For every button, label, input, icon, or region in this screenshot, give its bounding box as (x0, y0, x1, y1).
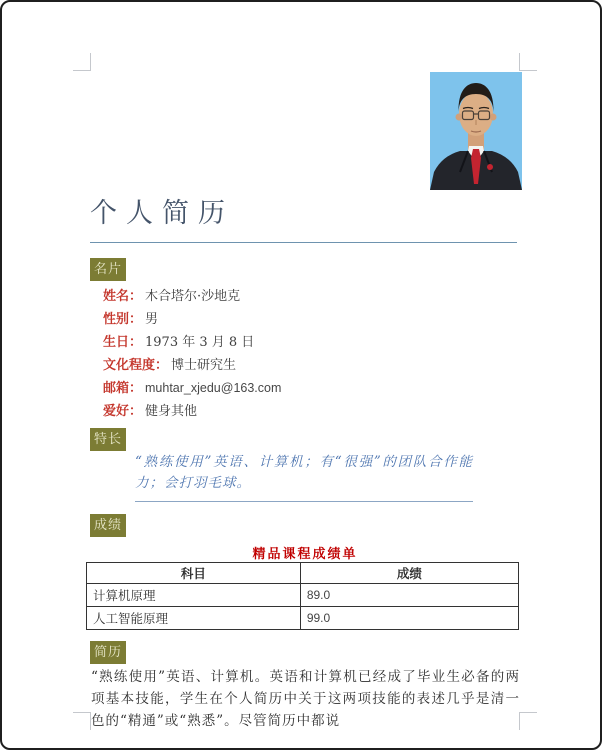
grades-table (86, 562, 519, 630)
field-name-value: 木合塔尔·沙地克 (145, 289, 241, 304)
table-row (87, 607, 519, 630)
resume-paragraph: “熟练使用”英语、计算机。英语和计算机已经成了毕业生必备的两项基本技能，学生在个人简历中关于这两项技能的表述几乎是清一色的“精通”或“熟悉”。尽管简历中都说 (91, 669, 520, 729)
field-education-value: 博士研究生 (171, 358, 237, 373)
field-education-label: 文化程度： (103, 358, 169, 373)
field-email-label: 邮箱： (103, 381, 143, 396)
section-header-specialty: 特长 (90, 428, 126, 451)
field-hobby-value: 健身其他 (145, 404, 198, 419)
crop-mark-top-right-v (519, 53, 520, 71)
portrait-photo (430, 72, 522, 190)
portrait-photo-icon (430, 72, 522, 190)
field-name (103, 285, 281, 308)
grades-row2-score: 99.0 (300, 607, 518, 630)
field-education (103, 354, 281, 377)
grades-row1-score: 89.0 (300, 584, 518, 607)
field-gender-value: 男 (145, 312, 159, 327)
grades-row2-subject: 人工智能原理 (87, 607, 301, 630)
grades-table-title: 精品课程成绩单 (252, 547, 358, 562)
section-header-resume: 简历 (90, 641, 126, 664)
section-header-grades: 成绩 (90, 514, 126, 537)
grades-row1-subject: 计算机原理 (87, 584, 301, 607)
page-title: 个人简历 (90, 191, 517, 243)
field-hobby-label: 爱好： (103, 404, 143, 419)
crop-mark-bottom-left-h (73, 712, 91, 713)
crop-mark-top-right-h (519, 70, 537, 71)
field-birthday-value: 1973 年 3 月 8 日 (145, 335, 255, 350)
grades-col-subject: 科目 (87, 563, 301, 584)
field-gender-label: 性别： (103, 312, 143, 327)
field-email-value: muhtar_xjedu@163.com (145, 381, 282, 395)
field-email (103, 377, 281, 400)
field-birthday-label: 生日： (103, 335, 143, 350)
field-gender (103, 308, 281, 331)
crop-mark-top-left-h (73, 70, 91, 71)
field-name-label: 姓名： (103, 289, 143, 304)
crop-mark-bottom-right-h (519, 712, 537, 713)
table-row (87, 584, 519, 607)
specialty-paragraph: “熟练使用”英语、计算机；有“很强”的团队合作能力；会打羽毛球。 (135, 452, 473, 502)
field-birthday (103, 331, 281, 354)
card-fields (103, 285, 281, 423)
crop-mark-top-left-v (90, 53, 91, 71)
field-hobby (103, 400, 281, 423)
grades-col-score: 成绩 (300, 563, 518, 584)
grades-table-header-row (87, 563, 519, 584)
section-header-card: 名片 (90, 258, 126, 281)
